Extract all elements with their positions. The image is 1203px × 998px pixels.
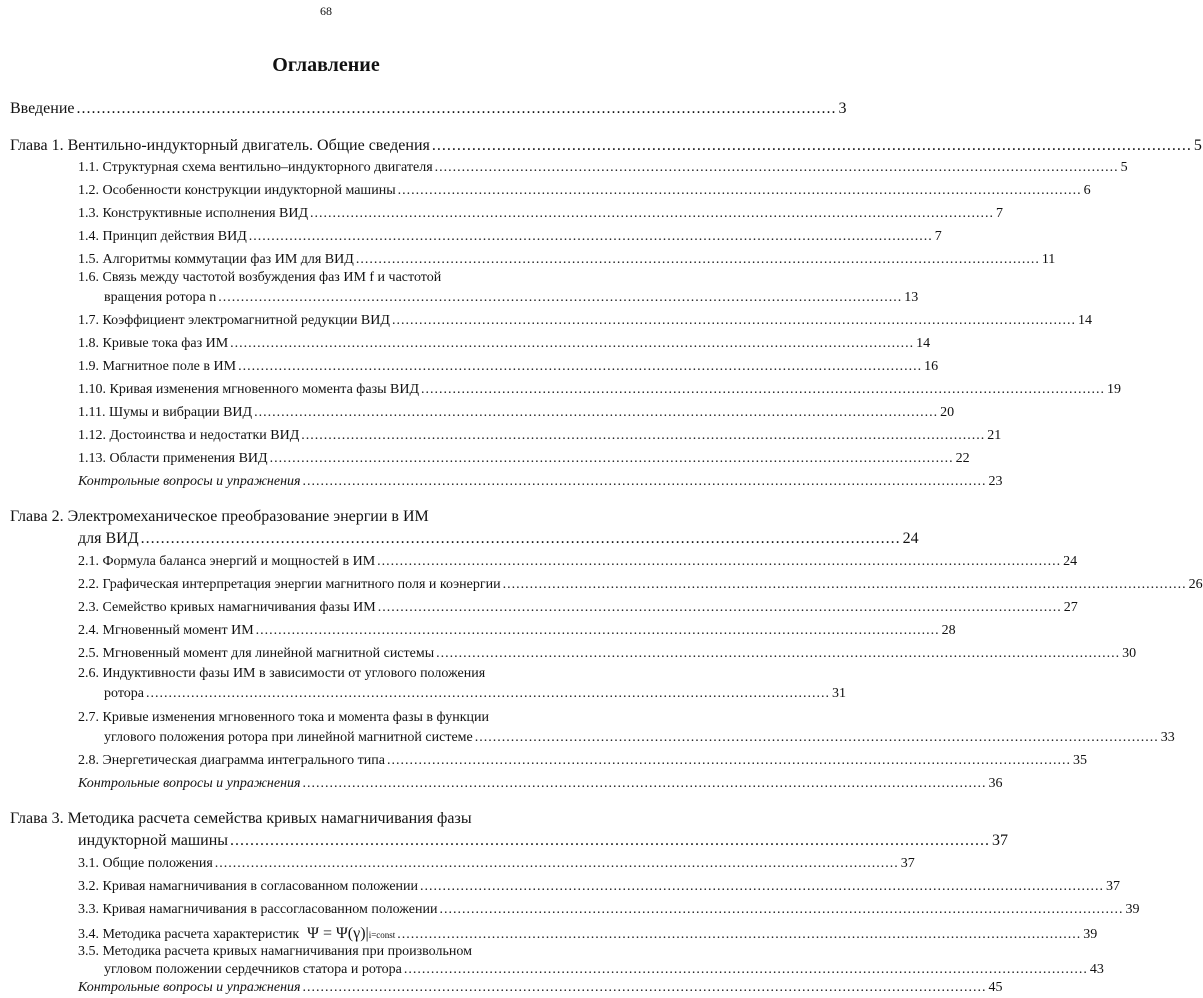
leader-dots: ........................................................................................................................................................ [218,290,903,305]
toc-entry-section-3-3 [78,902,1140,918]
toc-entry-title: 1.2. Особенности конструкции индукторной машины [78,183,396,198]
toc-entry-title: 2.4. Мгновенный момент ИМ [78,623,254,638]
toc-entry-title: вращения ротора n [104,290,217,305]
leader-dots: ........................................................................................................................................................ [302,980,987,995]
toc-entry-section-1-9 [78,359,939,375]
toc-entry-title: 1.3. Конструктивные исполнения ВИД [78,206,309,221]
toc-entry-page: 16 [924,359,939,374]
formula-psi: Ψ = Ψ(γ)| [307,925,369,942]
toc-entry-page: 27 [1063,600,1078,615]
toc-entry-section-1-11 [78,405,955,421]
toc-entry-title: 2.5. Мгновенный момент для линейной магнитной системы [78,646,435,661]
toc-entry-page: 23 [988,474,1003,489]
toc-entry-title: 3.2. Кривая намагничивания в согласованном положении [78,879,419,894]
toc-entry-section-2-6-line-1: 2.6. Индуктивности фазы ИМ в зависимости от углового положения [78,666,486,681]
toc-entry-section-1-8 [78,336,931,352]
toc-entry-section-1-6 [104,290,919,306]
leader-dots: ........................................................................................................................................................ [145,686,830,701]
leader-dots: ........................................................................................................................................................ [397,183,1082,198]
toc-entry-section-1-12 [78,428,1002,444]
toc-entry-title: 2.3. Семейство кривых намагничивания фазы ИМ [78,600,376,615]
leader-dots: ........................................................................................................................................................ [230,832,991,849]
leader-dots: ........................................................................................................................................................ [302,474,987,489]
toc-entry-chapter-3 [78,832,1009,850]
leader-dots: ........................................................................................................................................................ [431,137,1192,154]
toc-entry-title: 2.8. Энергетическая диаграмма интегрального типа [78,753,385,768]
toc-entry-page: 37 [900,856,915,871]
toc-entry-page: 24 [902,530,919,547]
toc-entry-section-2-8 [78,753,1087,769]
toc-entry-title: Контрольные вопросы и упражнения [78,474,301,489]
toc-entry-page: 33 [1160,730,1175,745]
toc-entry-title: 1.12. Достоинства и недостатки ВИД [78,428,300,443]
toc-entry-page: 35 [1072,753,1087,768]
toc-entry-title: 3.4. Методика расчета характеристик [78,927,300,942]
toc-entry-chapter-1 [10,137,1202,155]
formula-subscript: i=const [368,930,396,940]
toc-entry-title: углового положения ротора при линейной магнитной системе [104,730,473,745]
toc-entry-review-questions-3 [78,980,1003,998]
leader-dots: ........................................................................................................................................................ [377,600,1062,615]
toc-entry-page: 28 [941,623,956,638]
toc-entry-title: 3.1. Общие положения [78,856,213,871]
leader-dots: ........................................................................................................................................................ [403,962,1088,977]
leader-dots: ........................................................................................................................................................ [140,530,901,547]
toc-entry-review-questions-2 [78,776,1003,792]
toc-entry-section-2-2 [78,577,1203,593]
toc-entry-page: 14 [1077,313,1092,328]
toc-entry-page: 5 [1193,137,1202,154]
toc-entry-title: Контрольные вопросы и упражнения [78,980,301,995]
toc-entry-section-1-1 [78,160,1128,176]
toc-entry-page: 11 [1041,252,1056,267]
toc-entry-review-questions-1 [78,474,1003,490]
toc-entry-page: 5 [1120,160,1128,175]
leader-dots: ........................................................................................................................................................ [439,902,1124,917]
toc-entry-title: 1.5. Алгоритмы коммутации фаз ИМ для ВИД [78,252,354,267]
toc-entry-page: 7 [934,229,942,244]
toc-entry-title: 1.11. Шумы и вибрации ВИД [78,405,253,420]
toc-entry-section-3-5 [104,962,1104,978]
toc-entry-page: 39 [1125,902,1140,917]
leader-dots: ........................................................................................................................................................ [420,879,1105,894]
toc-entry-page: 14 [916,336,931,351]
leader-dots: ........................................................................................................................................................ [310,206,995,221]
toc-entry-page: 43 [1089,962,1104,977]
leader-dots: ........................................................................................................................................................ [76,100,837,117]
toc-entry-introduction [10,100,847,118]
toc-entry-chapter-3-line-1: Глава 3. Методика расчета семейства кривых намагничивания фазы [10,810,472,827]
toc-entry-page: 26 [1188,577,1203,592]
toc-entry-chapter-2-line-1: Глава 2. Электромеханическое преобразование энергии в ИМ [10,508,429,525]
toc-entry-page: 45 [988,980,1003,995]
leader-dots: ........................................................................................................................................................ [230,336,915,351]
toc-entry-title: 2.2. Графическая интерпретация энергии магнитного поля и коэнергии [78,577,501,592]
toc-entry-title: для ВИД [78,530,139,547]
leader-dots: ........................................................................................................................................................ [474,730,1159,745]
leader-dots: ........................................................................................................................................................ [397,927,1082,942]
toc-entry-title: Глава 1. Вентильно-индукторный двигатель. Общие сведения [10,137,430,154]
toc-entry-section-2-7 [104,730,1175,746]
leader-dots: ........................................................................................................................................................ [421,382,1106,397]
toc-entry-title: 1.1. Структурная схема вентильно–индукторного двигателя [78,160,433,175]
toc-entry-section-3-4 [78,925,1098,943]
toc-entry-section-3-5-line-1: 3.5. Методика расчета кривых намагничивания при произвольном [78,944,472,959]
toc-entry-page: 13 [904,290,919,305]
toc-entry-section-3-1 [78,856,915,872]
leader-dots: ........................................................................................................................................................ [355,252,1040,267]
leader-dots: ........................................................................................................................................................ [434,160,1119,175]
toc-entry-page: 30 [1122,646,1137,661]
page-title: Оглавление [272,54,380,76]
toc-entry-section-2-5 [78,646,1137,662]
toc-entry-title: индукторной машины [78,832,229,849]
toc-entry-title: угловом положении сердечников статора и ротора [104,962,402,977]
toc-entry-section-2-4 [78,623,956,639]
toc-entry-section-1-13 [78,451,970,467]
toc-entry-title: 1.9. Магнитное поле в ИМ [78,359,237,374]
toc-entry-page: 36 [988,776,1003,791]
leader-dots: ........................................................................................................................................................ [214,856,899,871]
leader-dots: ........................................................................................................................................................ [386,753,1071,768]
toc-entry-page: 21 [987,428,1002,443]
toc-entry-title: 3.3. Кривая намагничивания в рассогласованном положении [78,902,438,917]
leader-dots: ........................................................................................................................................................ [391,313,1076,328]
toc-entry-title: Контрольные вопросы и упражнения [78,776,301,791]
toc-entry-page: 22 [955,451,970,466]
leader-dots: ........................................................................................................................................................ [238,359,923,374]
toc-entry-chapter-2 [78,530,919,548]
toc-entry-title: 1.7. Коэффициент электромагнитной редукции ВИД [78,313,390,328]
toc-entry-section-2-3 [78,600,1078,616]
toc-entry-section-2-7-line-1: 2.7. Кривые изменения мгновенного тока и момента фазы в функции [78,710,490,725]
toc-entry-page: 7 [996,206,1004,221]
toc-entry-title: 2.1. Формула баланса энергий и мощностей в ИМ [78,554,376,569]
toc-entry-section-1-3 [78,206,1004,222]
toc-entry-title: ротора [104,686,144,701]
toc-entry-page: 3 [838,100,847,117]
leader-dots: ........................................................................................................................................................ [301,428,986,443]
toc-entry-title: 1.8. Кривые тока фаз ИМ [78,336,229,351]
toc-entry-section-1-7 [78,313,1092,329]
leader-dots: ........................................................................................................................................................ [255,623,940,638]
toc-entry-section-3-2 [78,879,1121,895]
leader-dots: ........................................................................................................................................................ [502,577,1187,592]
toc-entry-section-1-10 [78,382,1122,398]
toc-entry-page: 20 [940,405,955,420]
toc-entry-page: 37 [1106,879,1121,894]
leader-dots: ........................................................................................................................................................ [302,776,987,791]
toc-entry-title: 1.13. Области применения ВИД [78,451,268,466]
toc-entry-page: 37 [992,832,1009,849]
toc-entry-section-1-6-line-1: 1.6. Связь между частотой возбуждения фаз ИМ f и частотой [78,270,442,285]
toc-entry-section-1-5 [78,252,1056,268]
toc-entry-title: Введение [10,100,75,117]
page-number: 68 [320,4,332,18]
toc-entry-section-2-1 [78,554,1078,570]
leader-dots: ........................................................................................................................................................ [377,554,1062,569]
toc-entry-section-2-6 [104,686,846,702]
leader-dots: ........................................................................................................................................................ [269,451,954,466]
toc-entry-page: 19 [1107,382,1122,397]
leader-dots: ........................................................................................................................................................ [254,405,939,420]
leader-dots: ........................................................................................................................................................ [248,229,933,244]
toc-entry-page: 6 [1083,183,1091,198]
toc-entry-page: 24 [1063,554,1078,569]
toc-entry-page: 31 [831,686,846,701]
leader-dots: ........................................................................................................................................................ [436,646,1121,661]
toc-entry-page: 39 [1083,927,1098,942]
toc-entry-section-1-2 [78,183,1091,199]
toc-entry-section-1-4 [78,229,942,245]
toc-entry-title: 1.10. Кривая изменения мгновенного момента фазы ВИД [78,382,420,397]
toc-entry-title: 1.4. Принцип действия ВИД [78,229,247,244]
